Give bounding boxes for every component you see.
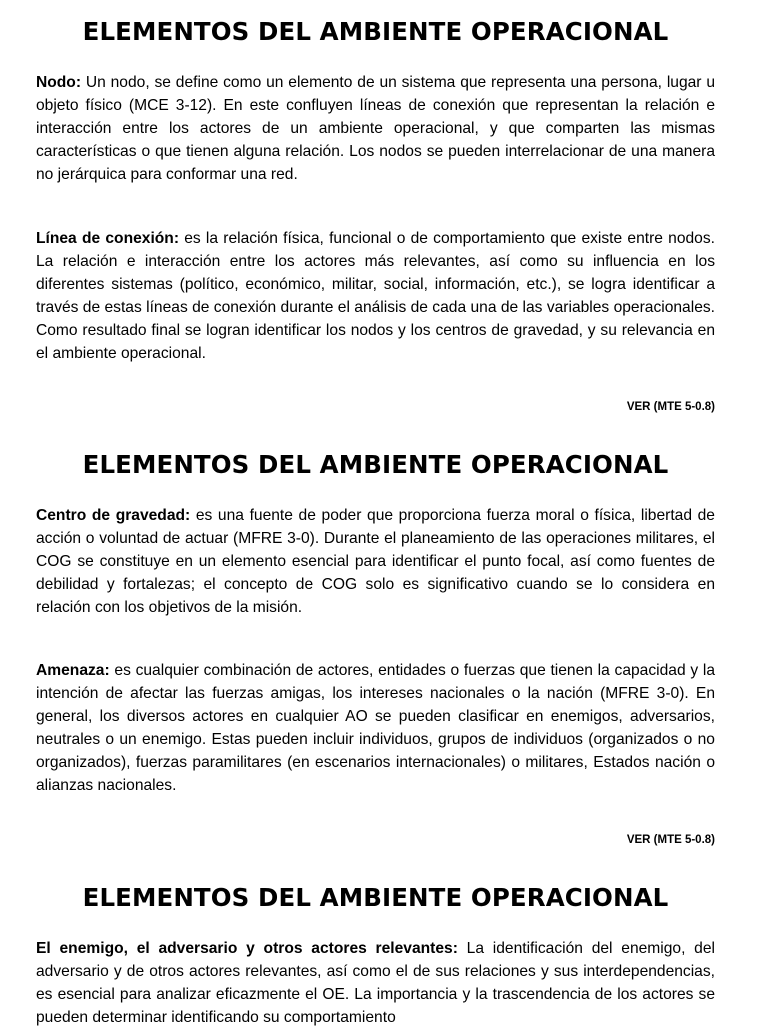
paragraph-enemigo-adversario <box>36 937 715 1029</box>
term-label: Centro de gravedad: <box>36 507 191 524</box>
section-title: ELEMENTOS DEL AMBIENTE OPERACIONAL <box>82 883 669 912</box>
term-label: Línea de conexión: <box>36 230 180 247</box>
paragraph-amenaza <box>36 659 715 797</box>
paragraph-text: La identificación del enemigo, del adversario y de otros actores relevantes, así como el de sus relaciones y sus interdependencias, es esencial para analizar eficazmente el OE. La importancia y la trascendencia de los actores se pueden determinar identificando su comportamiento <box>36 940 715 1026</box>
section-2 <box>36 450 715 480</box>
term-label: El enemigo, el adversario y otros actores relevantes: <box>36 940 458 957</box>
paragraph-text: es una fuente de poder que proporciona fuerza moral o física, libertad de acción o voluntad de actuar (MFRE 3-0). Durante el planeamiento de las operaciones militares, el COG se constituye en un elemento esencial para identificar el punto focal, así como fuentes de debilidad y fortalezas; el concepto de COG solo es significativo cuando se lo considera en relación con los objetivos de la misión. <box>36 507 715 616</box>
reference-label: VER (MTE 5-0.8) <box>626 401 715 413</box>
section-title: ELEMENTOS DEL AMBIENTE OPERACIONAL <box>82 17 669 46</box>
paragraph-linea-de-conexion <box>36 227 715 365</box>
term-label: Nodo: <box>36 74 82 91</box>
paragraph-centro-de-gravedad <box>36 504 715 619</box>
section-title: ELEMENTOS DEL AMBIENTE OPERACIONAL <box>82 450 669 479</box>
paragraph-text: es la relación física, funcional o de comportamiento que existe entre nodos. La relación e interacción entre los actores más relevantes, así como su influencia en los diferentes sistemas (político, económico, militar, social, información, etc.), se logra identificar a través de estas líneas de conexión durante el análisis de cada una de las variables operacionales. Como resultado final se logran identificar los nodos y los centros de gravedad, y su relevancia en el ambiente operacional. <box>36 230 715 362</box>
term-label: Amenaza: <box>36 662 110 679</box>
section-1 <box>36 17 715 47</box>
reference-label: VER (MTE 5-0.8) <box>626 834 715 846</box>
paragraph-text: Un nodo, se define como un elemento de un sistema que representa una persona, lugar u objeto físico (MCE 3-12). En este confluyen líneas de conexión que representan la relación e interacción entre los actores de un ambiente operacional, y que comparten las mismas características o que tienen alguna relación. Los nodos se pueden interrelacionar de una manera no jerárquica para conformar una red. <box>36 74 715 183</box>
paragraph-text: es cualquier combinación de actores, entidades o fuerzas que tienen la capacidad y la intención de afectar las fuerzas amigas, los intereses nacionales o la nación (MFRE 3-0). En general, los diversos actores en cualquier AO se pueden clasificar en enemigos, adversarios, neutrales o un enemigo. Estas pueden incluir individuos, grupos de individuos (organizados o no organizados), fuerzas paramilitares (en escenarios internacionales) o militares, Estados nación o alianzas nacionales. <box>36 662 715 794</box>
paragraph-nodo <box>36 71 715 186</box>
section-3 <box>36 883 715 913</box>
